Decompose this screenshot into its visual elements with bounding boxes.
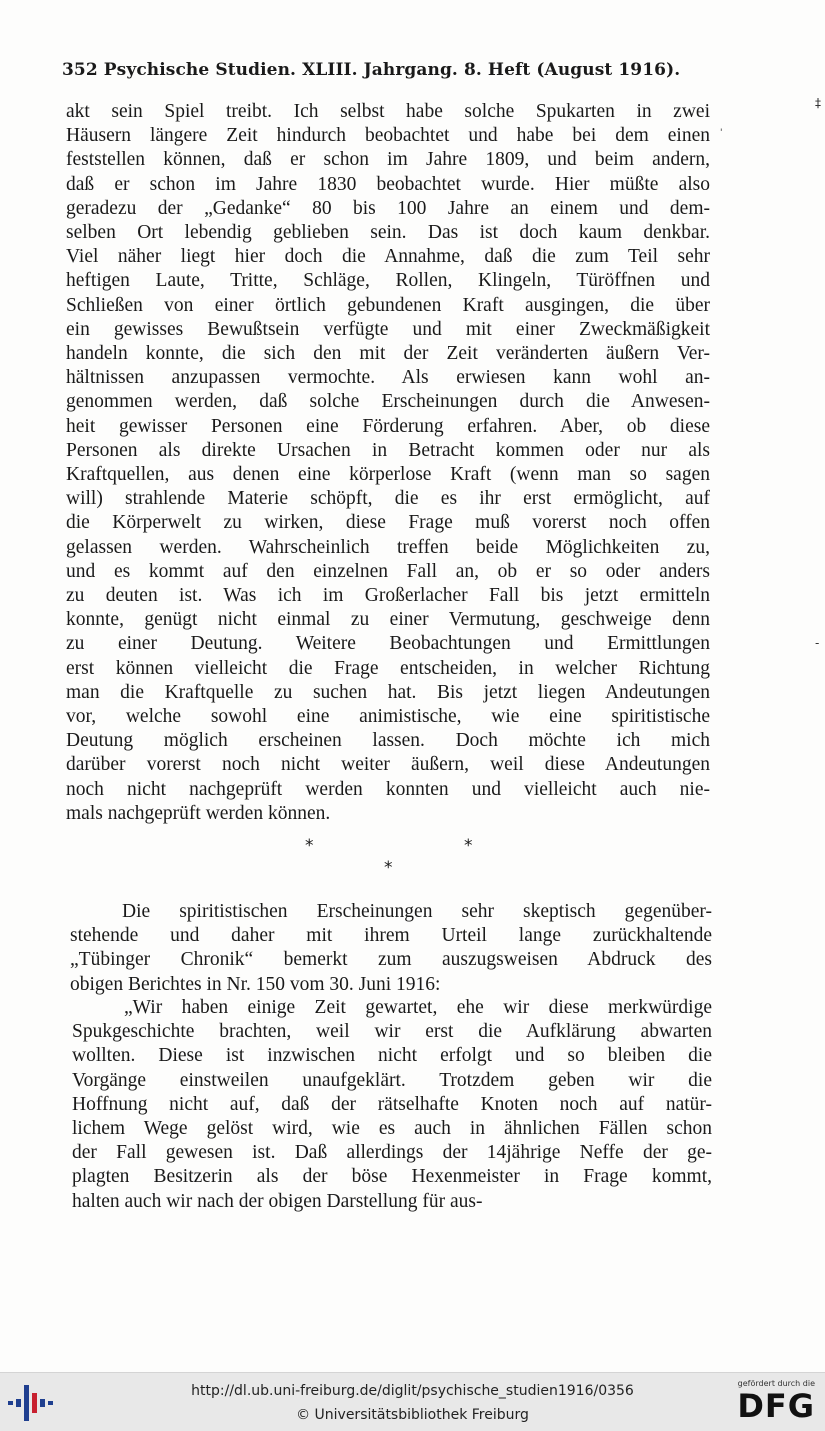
text-line: plagten Besitzerin als der böse Hexenmeister in Frage kommt, [72,1166,712,1188]
text-line: Die spiritistischen Erscheinungen sehr skeptisch gegenüber- [122,901,712,922]
text-line: vor, welche sowohl eine animistische, wie eine spiritistische [66,706,710,728]
text-line: „Wir haben einige Zeit gewartet, ehe wir diese merkwürdige [124,997,712,1018]
funder-note: gefördert durch die [737,1379,815,1388]
text-line: akt sein Spiel treibt. Ich selbst habe solche Spukarten in zwei [66,101,710,122]
text-line: die Körperwelt zu wirken, diese Frage muß vorerst noch offen [66,512,710,534]
text-line: Schließen von einer örtlich gebundenen Kraft ausgingen, die über [66,294,710,316]
text-line: erst können vielleicht die Frage entscheiden, in welcher Richtung [66,657,710,679]
viewer-footer [0,1372,825,1431]
dfg-logo-text: DFG [737,1387,815,1425]
text-line: heit gewisser Personen eine Förderung erfahren. Aber, ob diese [66,415,710,437]
text-line: darüber vorerst noch nicht weiter äußern, weil diese Andeutungen [66,754,710,776]
margin-mark: ‡ [815,96,821,110]
text-line: zu einer Deutung. Weitere Beobachtungen und Ermittlungen [66,633,710,655]
copyright-text: © Universitätsbibliothek Freiburg [296,1407,529,1423]
paragraph-3-quote [72,996,712,1214]
paragraph-2 [70,900,712,997]
separator-star: * [305,836,314,856]
text-line: halten auch wir nach der obigen Darstellung für aus- [72,1190,483,1212]
text-line: daß er schon im Jahre 1830 beobachtet wurde. Hier müßte also [66,173,710,195]
text-line: Viel näher liegt hier doch die Annahme, daß die zum Teil sehr [66,246,710,268]
text-line: man die Kraftquelle zu suchen hat. Bis jetzt liegen Andeutungen [66,681,710,703]
dfg-logo[interactable] [725,1379,815,1427]
text-line: selben Ort lebendig geblieben sein. Das ist doch kaum denkbar. [66,222,710,244]
running-header: 352 Psychische Studien. XLIII. Jahrgang. 8. Heft (August 1916). [62,60,681,80]
text-line: Kraftquellen, aus denen eine körperlose Kraft (wenn man so sagen [66,464,710,486]
text-line: lichem Wege gelöst wird, wie es auch in ähnlichen Fällen schon [72,1118,712,1140]
text-line: hältnissen anzupassen vermochte. Als erwiesen kann wohl an- [66,367,710,389]
text-line: obigen Berichtes in Nr. 150 vom 30. Juni 1916: [70,973,441,995]
text-line: Vorgänge einstweilen unaufgeklärt. Trotzdem geben wir die [72,1069,712,1091]
margin-mark: ' [720,128,723,138]
text-line: „Tübinger Chronik“ bemerkt zum auszugsweisen Abdruck des [70,949,712,971]
text-line: feststellen können, daß er schon im Jahre 1809, und beim andern, [66,149,710,171]
text-line: konnte, genügt nicht einmal zu einer Vermutung, geschweige denn [66,609,710,631]
text-line: genommen werden, daß solche Erscheinungen durch die Anwesen- [66,391,710,413]
text-line: geradezu der „Gedanke“ 80 bis 100 Jahre an einem und dem- [66,197,710,219]
text-line: der Fall gewesen ist. Daß allerdings der 14jährige Neffe der ge- [72,1142,712,1164]
text-line: Spukgeschichte brachten, weil wir erst die Aufklärung abwarten [72,1021,712,1043]
separator-star: * [384,858,393,878]
text-line: Häusern längere Zeit hindurch beobachtet und habe bei dem einen [66,125,710,147]
text-line: zu deuten ist. Was ich im Großerlacher Fall bis jetzt ermitteln [66,585,710,607]
text-line: gelassen werden. Wahrscheinlich treffen beide Möglichkeiten zu, [66,536,710,558]
separator-star: * [464,836,473,856]
source-url-link[interactable]: http://dl.ub.uni-freiburg.de/diglit/psychische_studien1916/0356 [191,1383,634,1399]
text-line: Personen als direkte Ursachen in Betracht kommen oder nur als [66,439,710,461]
text-line: Deutung möglich erscheinen lassen. Doch möchte ich mich [66,730,710,752]
text-line: stehende und daher mit ihrem Urteil lange zurückhaltende [70,925,712,947]
text-line: ein gewisses Bewußtsein verfügte und mit einer Zweckmäßigkeit [66,318,710,340]
margin-mark: - [815,636,820,650]
text-line: und es kommt auf den einzelnen Fall an, ob er so oder anders [66,560,710,582]
text-line: handeln konnte, die sich den mit der Zeit veränderten äußern Ver- [66,343,710,365]
text-line: will) strahlende Materie schöpft, die es ihr erst ermöglicht, auf [66,488,710,510]
text-line: mals nachgeprüft werden können. [66,802,331,824]
text-line: heftigen Laute, Tritte, Schläge, Rollen, Klingeln, Türöffnen und [66,270,710,292]
text-line: Hoffnung nicht auf, daß der rätselhafte Knoten noch auf natür- [72,1093,712,1115]
paragraph-1 [66,100,710,826]
text-line: wollten. Diese ist inzwischen nicht erfolgt und so bleiben die [72,1045,712,1067]
text-line: noch nicht nachgeprüft werden konnten und vielleicht auch nie- [66,778,710,800]
